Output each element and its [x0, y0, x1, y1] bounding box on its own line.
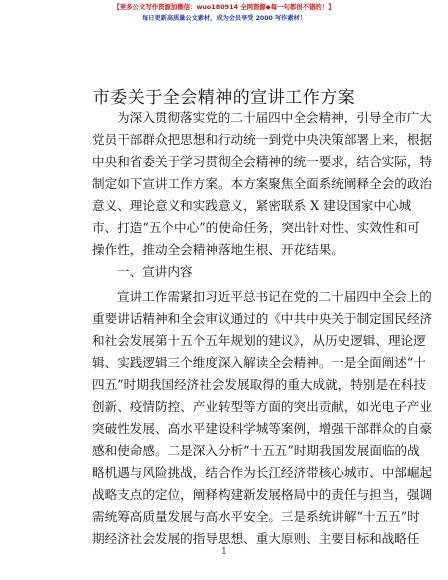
section-line: 宣讲工作需紧扣习近平总书记在党的二十届四中全会上的 [117, 289, 432, 304]
section-heading: 一、宣讲内容 [117, 264, 193, 279]
section-line: 战略支点的定位，阐释构建新发展格局中的责任与担当，强调 [92, 487, 433, 502]
intro-line: 意义、理论意义和实践意义，紧密联系 X 建设国家中心城 [92, 198, 412, 213]
section-line: 感和使命感。二是深入分析“十五五”时期我国发展面临的战 [92, 443, 420, 458]
intro-line: 制定如下宣讲工作方案。本方案聚焦全面系统阐释全会的政治 [92, 176, 433, 191]
intro-line: 市、打造“五个中心”的使命任务，突出针对性、实效性和可 [92, 220, 420, 235]
section-line: 期经济社会发展的指导思想、重大原则、主要目标和战略任 [92, 531, 420, 546]
section-line: 四五”时期我国经济社会发展取得的重大成就，特别是在科技 [92, 377, 426, 392]
section-line: 和社会发展第十五个五年规划的建议》，从历史逻辑、理论逻 [92, 333, 426, 348]
document-title: 市委关于全会精神的宣讲工作方案 [92, 88, 356, 108]
intro-line: 中央和省委关于学习贯彻全会精神的统一要求，结合实际，特 [92, 154, 433, 169]
section-line: 突破性发展、高水平建设科学城等案例，增强干部群众的自豪 [92, 421, 433, 436]
section-line: 需统筹高质量发展与高水平安全。三是系统讲解“十五五”时 [92, 509, 420, 524]
page-number: 1 [221, 547, 227, 557]
section-line: 重要讲话精神和全会审议通过的《中共中央关于制定国民经济 [92, 311, 433, 326]
intro-line: 为深入贯彻落实党的二十届四中全会精神，引导全市广大 [117, 110, 432, 125]
intro-line: 操作性，推动全会精神落地生根、开花结果。 [92, 242, 344, 257]
promo-banner [0, 0, 448, 40]
section-line: 略机遇与风险挑战，结合作为长江经济带核心城市、中部崛起 [92, 465, 433, 480]
intro-line: 党员干部群众把思想和行动统一到党中央决策部署上来，根据 [92, 132, 433, 147]
promo-banner-line-2: 每日更新高质量公文素材，成为会员享受 2000 写作素材！ [142, 15, 306, 22]
section-line: 创新、疫情防控、产业转型等方面的突出贡献，如光电子产业 [92, 399, 433, 414]
section-line: 辑、实践逻辑三个维度深入解读全会精神。一是全面阐述“十 [92, 355, 426, 370]
promo-banner-line-1: 【更多公文写作资源加微信：wuo180914 全网资源◆每一句都很不错的！】 [113, 3, 335, 11]
